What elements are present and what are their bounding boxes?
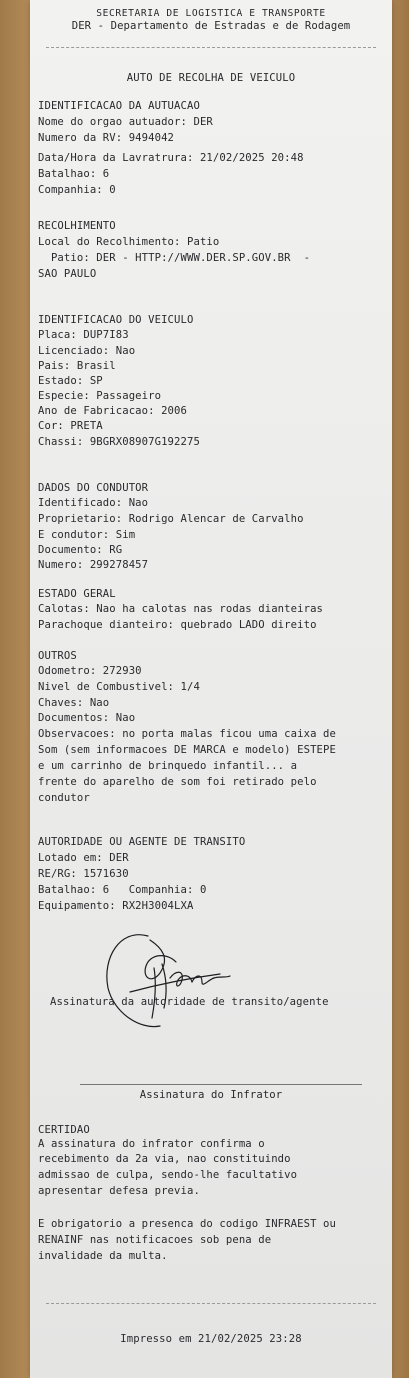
certidao-line-3: admissao de culpa, sendo-lhe facultativo	[38, 1169, 298, 1181]
impresso-em: Impresso em 21/02/2025 23:28	[120, 1333, 302, 1345]
certidao-heading: CERTIDAO	[38, 1124, 90, 1136]
condutor-identificado: Identificado: Nao	[38, 497, 149, 509]
aviso-line-1: E obrigatorio a presenca do codigo INFRAEST ou	[38, 1218, 336, 1230]
veiculo-especie: Especie: Passageiro	[38, 390, 162, 402]
aviso-line-2: RENAINF nas notificacoes sob pena de	[38, 1234, 272, 1246]
autoridade-re: RE/RG: 1571630	[38, 868, 129, 880]
patio-url: Patio: DER - HTTP://WWW.DER.SP.GOV.BR -	[38, 252, 311, 264]
recolhimento-heading: RECOLHIMENTO	[38, 220, 116, 232]
outros-chaves: Chaves: Nao	[38, 697, 110, 709]
divider-bottom	[46, 1303, 376, 1304]
condutor-e-condutor: E condutor: Sim	[38, 529, 136, 541]
condutor-numero: Numero: 299278457	[38, 559, 149, 571]
recolhimento-cidade: SAO PAULO	[38, 268, 97, 280]
outros-documentos: Documentos: Nao	[38, 712, 136, 724]
observacoes-line-1: Observacoes: no porta malas ficou uma caixa de	[38, 728, 336, 740]
veiculo-licenciado: Licenciado: Nao	[38, 345, 136, 357]
aviso-line-3: invalidade da multa.	[38, 1250, 168, 1262]
veiculo-ano: Ano de Fabricacao: 2006	[38, 405, 187, 417]
agent-signature-icon	[90, 918, 270, 1038]
autuacao-batalhao: Batalhao: 6	[38, 168, 110, 180]
veiculo-placa: Placa: DUP7I83	[38, 329, 129, 341]
outros-heading: OUTROS	[38, 650, 77, 662]
certidao-line-4: apresentar defesa previa.	[38, 1185, 200, 1197]
observacoes-line-2: Som (sem informacoes DE MARCA e modelo) ESTEPE	[38, 744, 336, 756]
certidao-line-2: recebimento da 2a via, nao constituindo	[38, 1153, 291, 1165]
local-recolhimento: Local do Recolhimento: Patio	[38, 236, 220, 248]
veiculo-estado: Estado: SP	[38, 375, 103, 387]
divider-top	[46, 47, 376, 48]
outros-combustivel: Nivel de Combustivel: 1/4	[38, 681, 200, 693]
header-secretaria: SECRETARIA DE LOGISTICA E TRANSPORTE	[96, 8, 326, 19]
autoridade-equipamento: Equipamento: RX2H3004LXA	[38, 900, 194, 912]
header-departamento: DER - Departamento de Estradas e de Rodagem	[71, 20, 351, 32]
data-hora-lavratura: Data/Hora da Lavratrura: 21/02/2025 20:48	[38, 152, 304, 164]
condutor-documento: Documento: RG	[38, 544, 123, 556]
veiculo-chassi: Chassi: 9BGRX08907G192275	[38, 436, 200, 448]
autuacao-heading: IDENTIFICACAO DA AUTUACAO	[38, 100, 200, 112]
certidao-line-1: A assinatura do infrator confirma o	[38, 1138, 265, 1150]
orgao-autuador: Nome do orgao autuador: DER	[38, 116, 213, 128]
veiculo-pais: Pais: Brasil	[38, 360, 116, 372]
observacoes-line-4: frente do aparelho de som foi retirado pelo	[38, 776, 317, 788]
assinatura-infrator-label: Assinatura do Infrator	[139, 1089, 283, 1101]
outros-odometro: Odometro: 272930	[38, 665, 142, 677]
document-title: AUTO DE RECOLHA DE VEICULO	[126, 72, 296, 84]
autoridade-batalhao-companhia: Batalhao: 6 Companhia: 0	[38, 884, 207, 896]
receipt-paper	[30, 0, 392, 1378]
autoridade-lotado: Lotado em: DER	[38, 852, 129, 864]
condutor-proprietario: Proprietario: Rodrigo Alencar de Carvalho	[38, 513, 304, 525]
estado-geral-heading: ESTADO GERAL	[38, 588, 116, 600]
assinatura-autoridade-label: Assinatura da autoridade de transito/agente	[50, 996, 329, 1008]
autoridade-heading: AUTORIDADE OU AGENTE DE TRANSITO	[38, 836, 246, 848]
veiculo-cor: Cor: PRETA	[38, 420, 103, 432]
numero-rv: Numero da RV: 9494042	[38, 132, 175, 144]
observacoes-line-5: condutor	[38, 792, 90, 804]
observacoes-line-3: e um carrinho de brinquedo infantil... a	[38, 760, 298, 772]
veiculo-heading: IDENTIFICACAO DO VEICULO	[38, 314, 194, 326]
autuacao-companhia: Companhia: 0	[38, 184, 116, 196]
infrator-signature-line	[80, 1084, 362, 1085]
condutor-heading: DADOS DO CONDUTOR	[38, 482, 149, 494]
estado-parachoque: Parachoque dianteiro: quebrado LADO direito	[38, 619, 317, 631]
estado-calotas: Calotas: Nao ha calotas nas rodas dianteiras	[38, 603, 324, 615]
